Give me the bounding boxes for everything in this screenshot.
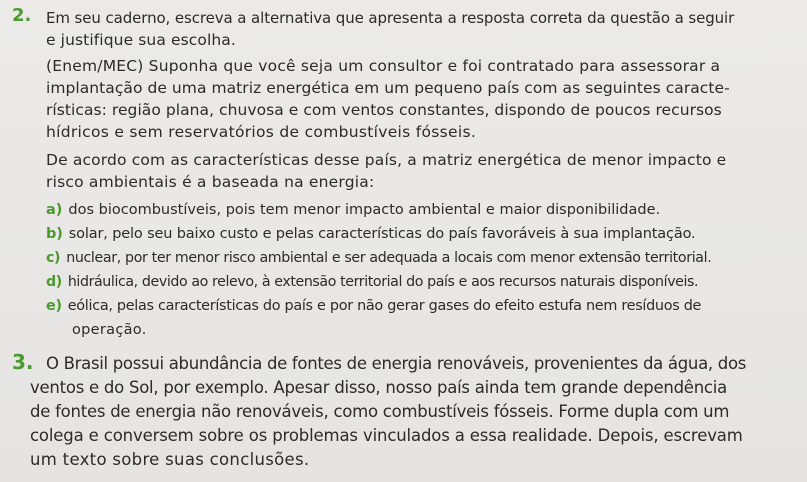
option-e: [46, 296, 701, 316]
question-2-context-line-4: hídricos e sem reservatórios de combustíveis fósseis.: [46, 123, 477, 141]
option-e-continuation: operação.: [72, 322, 147, 338]
question-2-prompt-line-1: De acordo com as características desse país, a matriz energética de menor impacto e: [46, 151, 727, 169]
question-3-line-5: um texto sobre suas conclusões.: [30, 450, 310, 469]
question-2-context-line-1: (Enem/MEC) Suponha que você seja um consultor e foi contratado para assessorar a: [46, 57, 721, 75]
question-2-intro-line-2: e justifique sua escolha.: [46, 31, 236, 49]
question-3-line-3: de fontes de energia não renováveis, como combustíveis fósseis. Forme dupla com um: [30, 402, 730, 421]
option-e-text: eólica, pelas características do país e por não gerar gases do efeito estufa nem resíduos de: [67, 298, 702, 314]
question-2-context-line-3: rísticas: região plana, chuvosa e com ventos constantes, dispondo de poucos recursos: [46, 101, 722, 119]
option-a-letter: a): [46, 202, 63, 218]
question-2-prompt-line-2: risco ambientais é a baseada na energia:: [46, 173, 375, 191]
question-2-number: 2.: [12, 5, 32, 26]
option-b-letter: b): [46, 226, 63, 242]
option-a: [46, 200, 660, 220]
question-2-intro-line-1: Em seu caderno, escreva a alternativa que apresenta a resposta correta da questão a seguir: [46, 9, 735, 27]
option-d: [46, 272, 698, 292]
option-c: [46, 248, 711, 268]
option-c-text: nuclear, por ter menor risco ambiental e ser adequada a locais com menor extensão territorial.: [66, 250, 712, 266]
question-3-line-2: ventos e do Sol, por exemplo. Apesar disso, nosso país ainda tem grande dependência: [30, 378, 727, 397]
option-b: [46, 224, 696, 244]
option-d-letter: d): [46, 274, 62, 290]
question-2-context-line-2: implantação de uma matriz energética em um pequeno país com as seguintes caracte-: [46, 79, 730, 97]
option-e-letter: e): [46, 298, 62, 314]
question-3-line-4: colega e conversem sobre os problemas vinculados a essa realidade. Depois, escrevam: [30, 426, 743, 445]
option-b-text: solar, pelo seu baixo custo e pelas características do país favoráveis à sua implantação.: [68, 226, 696, 242]
option-c-letter: c): [46, 250, 61, 266]
option-a-text: dos biocombustíveis, pois tem menor impacto ambiental e maior disponibilidade.: [68, 202, 661, 218]
question-3-line-1: O Brasil possui abundância de fontes de energia renováveis, provenientes da água, dos: [46, 354, 747, 373]
option-d-text: hidráulica, devido ao relevo, à extensão territorial do país e aos recursos naturais disponíveis.: [67, 274, 699, 290]
question-3-number: 3.: [12, 350, 34, 374]
